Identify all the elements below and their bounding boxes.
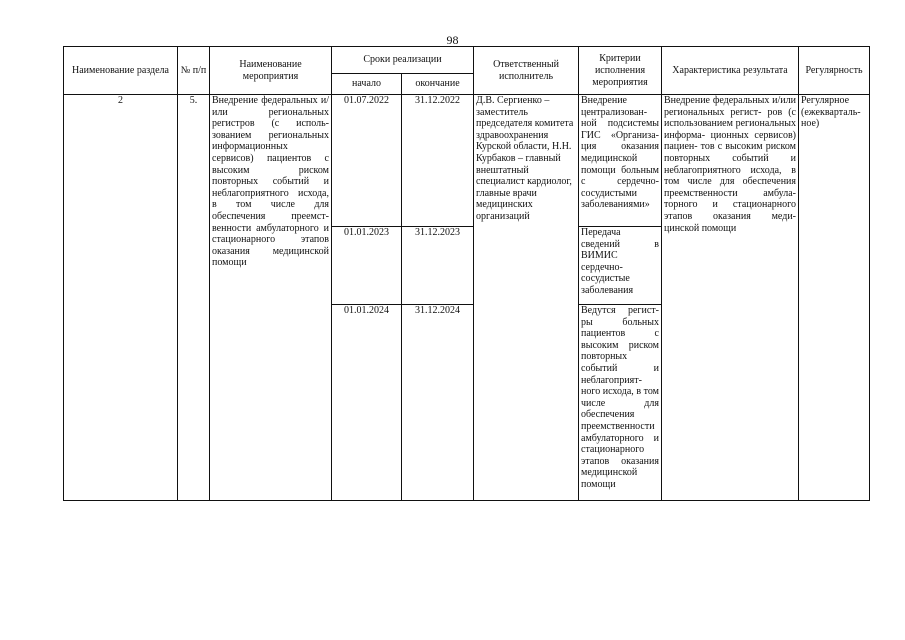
start-date-cell: 01.01.2023 [332,227,402,305]
criteria-cell: Внедрение централизован- ной подсистемы ГИС «Организа- ция оказания медицинской помощи больным с сердечно- сосудистыми заболеваниями» [579,95,662,227]
end-date-cell: 31.12.2023 [402,227,474,305]
header-responsible: Ответственный исполнитель [474,47,579,95]
header-row [64,47,870,74]
regularity-cell: Регулярное (ежекварталь- ное) [799,95,870,501]
end-date-cell: 31.12.2024 [402,305,474,501]
table-row [64,95,870,227]
header-terms: Сроки реализации [332,47,474,74]
header-start: начало [332,74,402,95]
criteria-cell: Передача сведений в ВИМИС сердечно- сосудистые заболевания [579,227,662,305]
header-section-name: Наименование раздела [64,47,178,95]
start-date-cell: 01.07.2022 [332,95,402,227]
header-event-name: Наименование мероприятия [210,47,332,95]
responsible-cell: Д.В. Сергиенко – заместитель председателя комитета здравоохранения Курской области, Н.Н. Курбаков – главный внештатный специалист кардиолог, главные врачи медицинских организаций [474,95,579,501]
event-cell: Внедрение федеральных и/или региональных регистров (с исполь- зованием региональных информационных сервисов) пациентов с высоким риском повторных событий и неблагоприятного исхода, в том числе для обеспечения преемст- венности амбулаторного и стационарного этапов оказания медицинской помощи [210,95,332,501]
plan-table [63,46,870,501]
section-cell: 2 [64,95,178,501]
number-cell: 5. [178,95,210,501]
header-criteria: Критерии исполнения мероприятия [579,47,662,95]
header-result: Характеристика результата [662,47,799,95]
header-number: № п/п [178,47,210,95]
end-date-cell: 31.12.2022 [402,95,474,227]
page-number: 98 [446,33,459,47]
header-end: окончание [402,74,474,95]
result-cell: Внедрение федеральных и/или региональных регист- ров (с использованием региональных информа- ционных сервисов) пациен- тов с высоким риском повторных событий и неблагоприятного исхода, в том числе для обеспечения преемственности амбула- торного и стационарного этапов оказания меди- цинской помощи [662,95,799,501]
criteria-cell: Ведутся регист- ры больных пациентов с высоким риском повторных событий и неблагоприят- ного исхода, в том числе для обеспечения преемственности амбулаторного и стационарного этапов оказания медицинской помощи [579,305,662,501]
header-regularity: Регулярность [799,47,870,95]
start-date-cell: 01.01.2024 [332,305,402,501]
